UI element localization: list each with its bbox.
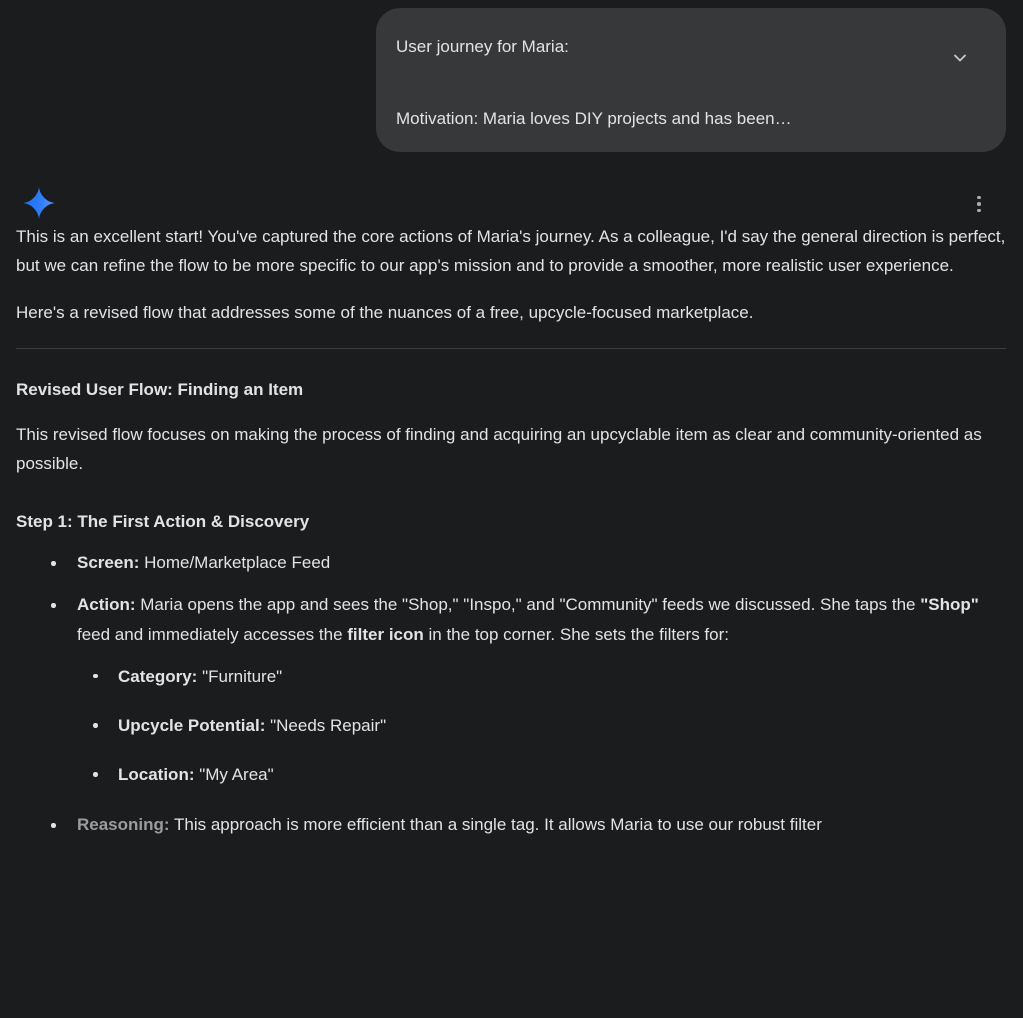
bullet-reasoning-label: Reasoning: <box>77 815 170 835</box>
bullet-reasoning-value: This approach is more efficient than a single tag. It allows Maria to use our robust filter <box>169 815 822 835</box>
kebab-menu-icon[interactable] <box>967 192 991 216</box>
assistant-response <box>0 160 1023 853</box>
filter-sub-bullet-list <box>77 663 1007 789</box>
sub-bullet-location-label: Location: <box>118 765 195 785</box>
bullet-screen-label: Screen: <box>77 553 140 573</box>
bullet-screen-value: Home/Marketplace Feed <box>139 553 331 573</box>
response-markdown-body <box>0 222 1023 840</box>
kebab-dot <box>977 202 981 206</box>
bullet-action-text-2: feed and immediately accesses the <box>77 624 348 644</box>
sub-bullet-upcycle-potential-label: Upcycle Potential: <box>118 716 266 736</box>
kebab-dot <box>977 209 981 213</box>
step-bullet-list <box>16 548 1007 840</box>
sub-bullet-category <box>77 663 1007 690</box>
section-divider <box>16 348 1006 349</box>
chevron-down-icon[interactable] <box>948 46 972 70</box>
section-description: This revised flow focuses on making the process of finding and acquiring an upcyclable item as clear and community-oriented as possible. <box>16 425 982 474</box>
sub-bullet-upcycle-potential <box>77 712 1007 739</box>
bullet-reasoning <box>16 810 1007 839</box>
bullet-action <box>16 590 1007 788</box>
sub-bullet-location-value: "My Area" <box>194 765 274 785</box>
bullet-action-text-3: in the top corner. She sets the filters for: <box>423 624 729 644</box>
response-header <box>0 160 1023 222</box>
sub-bullet-category-value: "Furniture" <box>197 666 283 686</box>
intro-paragraph: This is an excellent start! You've captured the core actions of Maria's journey. As a colleague, I'd say the general direction is perfect, but we can refine the flow to be more specific to our app's mission and to provide a smoother, more realistic user experience. <box>16 227 1006 276</box>
revised-intro-paragraph: Here's a revised flow that addresses some of the nuances of a free, upcycle-focused marketplace. <box>16 303 754 323</box>
bullet-action-shop-emphasis: "Shop" <box>920 595 979 615</box>
prompt-preview: Motivation: Maria loves DIY projects and has been… <box>396 109 792 128</box>
sub-bullet-location <box>77 761 1007 788</box>
sub-bullet-category-label: Category: <box>118 666 198 686</box>
bullet-action-text-1: Maria opens the app and sees the "Shop," "Inspo," and "Community" feeds we discussed. She taps the <box>135 595 921 615</box>
bullet-screen <box>16 548 1007 577</box>
bullet-action-filter-emphasis: filter icon <box>347 624 424 644</box>
section-heading: Revised User Flow: Finding an Item <box>16 379 304 399</box>
prompt-title: User journey for Maria: <box>396 37 569 56</box>
gemini-sparkle-icon <box>22 186 56 220</box>
collapsed-prompt-card[interactable] <box>376 8 1006 152</box>
bullet-action-label: Action: <box>77 595 136 615</box>
step-heading: Step 1: The First Action & Discovery <box>16 511 310 531</box>
kebab-dot <box>977 196 981 200</box>
sub-bullet-upcycle-potential-value: "Needs Repair" <box>265 716 387 736</box>
